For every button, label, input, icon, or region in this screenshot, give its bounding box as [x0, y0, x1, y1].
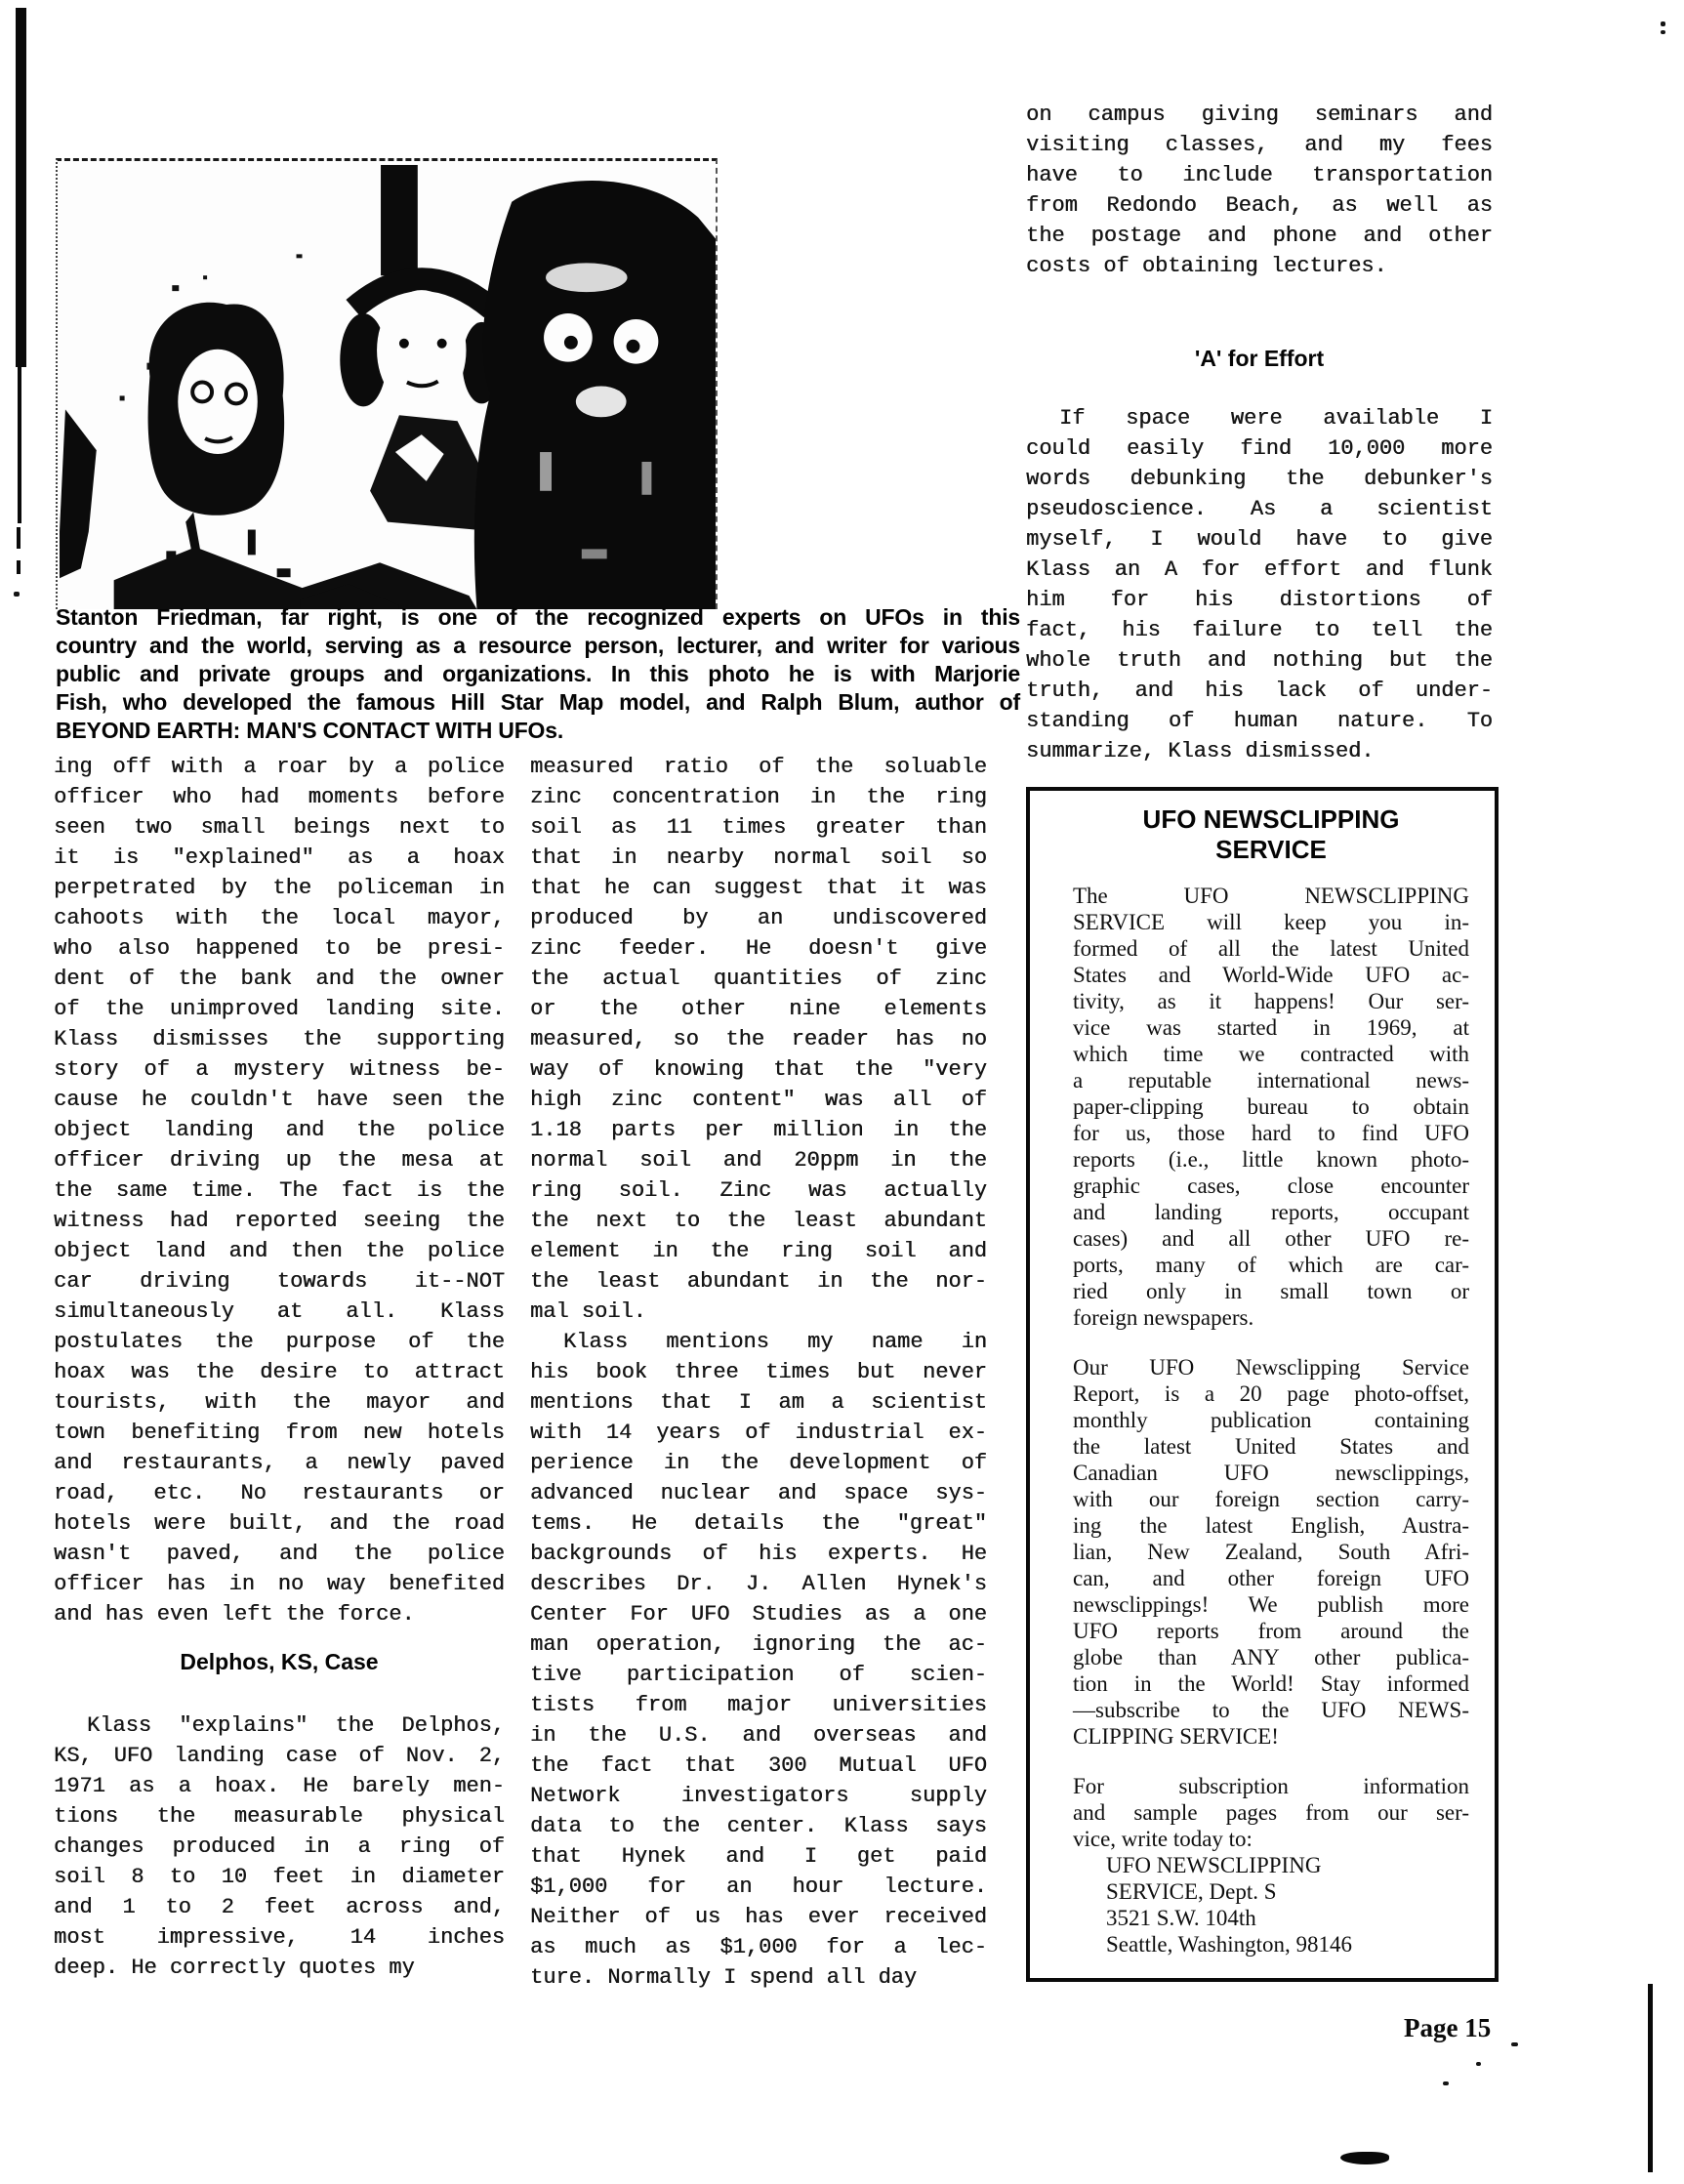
text-line: Neither of us has ever received: [530, 1905, 987, 1929]
text-line: Canadian UFO newsclippings,: [1073, 1461, 1469, 1485]
text-line: ports, many of which are car-: [1073, 1253, 1469, 1277]
text-line: story of a mystery witness be-: [54, 1057, 505, 1082]
text-line: tive participation of scien-: [530, 1663, 987, 1687]
text-line: ing the latest English, Austra-: [1073, 1513, 1469, 1538]
text-line: most impressive, 14 inches: [54, 1925, 505, 1950]
text-line: dent of the bank and the owner: [54, 967, 505, 991]
text-line: car driving towards it--NOT: [54, 1269, 505, 1294]
text-line: BEYOND EARTH: MAN'S CONTACT WITH UFOs.: [56, 718, 564, 743]
text-line: and landing reports, occupant: [1073, 1200, 1469, 1224]
text-line: $1,000 for an hour lecture.: [530, 1875, 987, 1899]
text-line: globe than ANY other publica-: [1073, 1645, 1469, 1669]
ink-speck: [1443, 2081, 1449, 2085]
text-line: 3521 S.W. 104th: [1106, 1906, 1256, 1930]
text-line: with 14 years of industrial ex-: [530, 1421, 987, 1445]
text-line: tions the measurable physical: [54, 1804, 505, 1829]
text-line: high zinc content" was all of: [530, 1088, 987, 1112]
text-line: Seattle, Washington, 98146: [1106, 1932, 1352, 1957]
paragraph: [530, 1327, 987, 1993]
text-line: Network investigators supply: [530, 1784, 987, 1808]
text-line: zinc concentration in the ring: [530, 785, 987, 809]
text-line: paper-clipping bureau to obtain: [1073, 1094, 1469, 1119]
text-line: foreign newspapers.: [1073, 1305, 1254, 1330]
text-line: visiting classes, and my fees: [1026, 133, 1493, 157]
text-line: that Hynek and I get paid: [530, 1844, 987, 1869]
text-line: tivity, as it happens! Our ser-: [1073, 989, 1469, 1013]
text-line: seen two small beings next to: [54, 815, 505, 840]
text-line: formed of all the latest United: [1073, 936, 1469, 961]
text-line: and has even left the force.: [54, 1602, 415, 1627]
text-line: Fish, who developed the famous Hill Star Map model, and Ralph Blum, author of: [56, 689, 1020, 715]
text-line: tems. He details the "great": [530, 1511, 987, 1536]
text-line: his book three times but never: [530, 1360, 987, 1384]
text-line: can, and other foreign UFO: [1073, 1566, 1469, 1590]
text-line: zinc feeder. He doesn't give: [530, 936, 987, 961]
ad-body: [1073, 883, 1469, 1957]
text-line: cases) and all other UFO re-: [1073, 1226, 1469, 1251]
text-line: tion in the World! Stay informed: [1073, 1671, 1469, 1696]
text-line: For subscription information: [1073, 1774, 1469, 1798]
text-line: object land and then the police: [54, 1239, 505, 1263]
text-line: myself, I would have to give: [1026, 527, 1493, 552]
text-line: from Redondo Beach, as well as: [1026, 193, 1493, 218]
text-line: Center For UFO Studies as a one: [530, 1602, 987, 1627]
text-line: costs of obtaining lectures.: [1026, 254, 1387, 278]
text-line: soil 8 to 10 feet in diameter: [54, 1865, 505, 1889]
text-line: measured, so the reader has no: [530, 1027, 987, 1051]
binding-bar-thick: [16, 8, 26, 367]
text-line: Report, is a 20 page photo-offset,: [1073, 1381, 1469, 1406]
text-line: mal soil.: [530, 1299, 646, 1324]
text-line: have to include transportation: [1026, 163, 1493, 187]
text-line: monthly publication containing: [1073, 1408, 1469, 1432]
text-line: advanced nuclear and space sys-: [530, 1481, 987, 1505]
text-line: ring soil. Zinc was actually: [530, 1178, 987, 1203]
text-line: data to the center. Klass says: [530, 1814, 987, 1838]
text-line: Klass an A for effort and flunk: [1026, 557, 1493, 582]
right-edge-line: [1648, 1984, 1653, 2172]
text-line: Our UFO Newsclipping Service: [1073, 1355, 1469, 1380]
text-line: tourists, with the mayor and: [54, 1390, 505, 1415]
text-line: KS, UFO landing case of Nov. 2,: [54, 1744, 505, 1768]
ink-speck: [1661, 21, 1665, 26]
paragraph: [530, 752, 987, 1327]
page-number: Page 15: [1404, 2013, 1492, 2042]
text-line: the fact that 300 Mutual UFO: [530, 1753, 987, 1778]
text-line: and sample pages from our ser-: [1073, 1800, 1469, 1825]
text-line: whole truth and nothing but the: [1026, 648, 1493, 673]
paragraph: [54, 752, 505, 1629]
text-line: The UFO NEWSCLIPPING: [1073, 884, 1469, 908]
text-line: words debunking the debunker's: [1026, 467, 1493, 491]
text-line: object landing and the police: [54, 1118, 505, 1142]
binding-bar-dash-2: [17, 560, 21, 574]
text-line: changes produced in a ring of: [54, 1834, 505, 1859]
text-line: SERVICE: [1215, 835, 1327, 864]
text-line: officer has in no way benefited: [54, 1572, 505, 1596]
photo-stanton-friedman: [56, 158, 718, 609]
text-line: officer who had moments before: [54, 785, 505, 809]
text-line: ture. Normally I spend all day: [530, 1965, 918, 1990]
text-line: the actual quantities of zinc: [530, 967, 987, 991]
text-line: newsclippings! We publish more: [1073, 1592, 1469, 1617]
text-line: that in nearby normal soil so: [530, 845, 987, 870]
text-line: the same time. The fact is the: [54, 1178, 505, 1203]
text-line: of the unimproved landing site.: [54, 997, 505, 1021]
text-line: truth, and his lack of under-: [1026, 679, 1493, 703]
paragraph: [54, 1710, 505, 1983]
text-line: 1.18 parts per million in the: [530, 1118, 987, 1142]
ink-speck: [1476, 2062, 1481, 2066]
text-line: soil as 11 times greater than: [530, 815, 987, 840]
text-line: Stanton Friedman, far right, is one of the recognized experts on UFOs in this: [56, 604, 1020, 630]
binding-bar-thin: [18, 367, 21, 523]
text-line: hotels were built, and the road: [54, 1511, 505, 1536]
text-line: the latest United States and: [1073, 1434, 1469, 1459]
text-line: vice was started in 1969, at: [1073, 1015, 1469, 1040]
paragraph: [1073, 1773, 1469, 1852]
text-line: it is "explained" as a hoax: [54, 845, 505, 870]
text-line: element in the ring soil and: [530, 1239, 987, 1263]
text-line: on campus giving seminars and: [1026, 103, 1493, 127]
paragraph: [1073, 1354, 1469, 1750]
text-line: perpetrated by the policeman in: [54, 876, 505, 900]
text-line: with our foreign section carry-: [1073, 1487, 1469, 1511]
text-line: mentions that I am a scientist: [530, 1390, 987, 1415]
text-line: UFO NEWSCLIPPING: [1142, 804, 1400, 834]
text-line: Klass dismisses the supporting: [54, 1027, 505, 1051]
text-line: ried only in small town or: [1073, 1279, 1469, 1303]
text-line: Klass mentions my name in: [563, 1330, 987, 1354]
binding-bar-dash-1: [17, 527, 21, 549]
text-line: as much as $1,000 for a lec-: [530, 1935, 987, 1959]
text-line: reports (i.e., little known photo-: [1073, 1147, 1469, 1172]
ink-speck: [14, 592, 20, 597]
text-line: cause he couldn't have seen the: [54, 1088, 505, 1112]
text-line: country and the world, serving as a resource person, lecturer, and writer for various: [56, 633, 1020, 658]
paragraph: [1026, 403, 1493, 766]
text-line: town benefiting from new hotels: [54, 1421, 505, 1445]
text-line: summarize, Klass dismissed.: [1026, 739, 1375, 763]
article-column-left: [54, 752, 505, 1983]
text-line: the least abundant in the nor-: [530, 1269, 987, 1294]
text-line: and 1 to 2 feet across and,: [54, 1895, 505, 1919]
text-line: and restaurants, a newly paved: [54, 1451, 505, 1475]
text-line: describes Dr. J. Allen Hynek's: [530, 1572, 987, 1596]
text-line: UFO reports from around the: [1073, 1619, 1469, 1643]
text-line: way of knowing that the "very: [530, 1057, 987, 1082]
text-line: that he can suggest that it was: [530, 876, 987, 900]
text-line: the next to the least abundant: [530, 1209, 987, 1233]
text-line: witness had reported seeing the: [54, 1209, 505, 1233]
text-line: SERVICE will keep you in-: [1073, 910, 1469, 934]
paragraph: [1073, 883, 1469, 1331]
text-line: in the U.S. and overseas and: [530, 1723, 987, 1748]
ink-smudge: [1340, 2152, 1389, 2164]
text-line: who also happened to be presi-: [54, 936, 505, 961]
text-line: Klass "explains" the Delphos,: [87, 1713, 505, 1738]
text-line: fact, his failure to tell the: [1026, 618, 1493, 642]
text-line: SERVICE, Dept. S: [1106, 1879, 1277, 1904]
text-line: hoax was the desire to attract: [54, 1360, 505, 1384]
ink-speck: [1661, 30, 1665, 34]
text-line: produced by an undiscovered: [530, 906, 987, 930]
ufo-newsclipping-service-ad: [1026, 787, 1499, 1982]
text-line: backgrounds of his experts. He: [530, 1542, 987, 1566]
text-line: postulates the purpose of the: [54, 1330, 505, 1354]
text-line: cahoots with the local mayor,: [54, 906, 505, 930]
text-line: normal soil and 20ppm in the: [530, 1148, 987, 1173]
text-line: ing off with a roar by a police: [54, 755, 505, 779]
article-column-middle: [530, 752, 987, 1993]
text-line: public and private groups and organizations. In this photo he is with Marjorie: [56, 661, 1020, 686]
text-line: road, etc. No restaurants or: [54, 1481, 505, 1505]
paragraph: [1026, 100, 1493, 281]
text-line: a reputable international news-: [1073, 1068, 1469, 1092]
text-line: UFO NEWSCLIPPING: [1106, 1853, 1322, 1877]
text-line: standing of human nature. To: [1026, 709, 1493, 733]
text-line: —subscribe to the UFO NEWS-: [1073, 1698, 1469, 1722]
text-line: him for his distortions of: [1026, 588, 1493, 612]
text-line: graphic cases, close encounter: [1073, 1174, 1469, 1198]
text-line: man operation, ignoring the ac-: [530, 1632, 987, 1657]
text-line: pseudoscience. As a scientist: [1026, 497, 1493, 521]
text-line: wasn't paved, and the police: [54, 1542, 505, 1566]
text-line: for us, those hard to find UFO: [1073, 1121, 1469, 1145]
article-column-right: [1026, 100, 1493, 766]
text-line: If space were available I: [1059, 406, 1493, 431]
text-line: officer driving up the mesa at: [54, 1148, 505, 1173]
section-heading: Delphos, KS, Case: [180, 1649, 379, 1674]
section-heading: 'A' for Effort: [1194, 346, 1325, 371]
ink-speck: [1511, 2042, 1518, 2046]
text-line: vice, write today to:: [1073, 1827, 1253, 1851]
text-line: the postage and phone and other: [1026, 224, 1493, 248]
text-line: tists from major universities: [530, 1693, 987, 1717]
address-block: [1073, 1852, 1469, 1957]
text-line: or the other nine elements: [530, 997, 987, 1021]
text-line: States and World-Wide UFO ac-: [1073, 963, 1469, 987]
text-line: could easily find 10,000 more: [1026, 436, 1493, 461]
text-line: measured ratio of the soluable: [530, 755, 987, 779]
photo-caption: [56, 603, 1020, 745]
ad-title: [1073, 804, 1469, 865]
text-line: perience in the development of: [530, 1451, 987, 1475]
text-line: lian, New Zealand, South Afri-: [1073, 1540, 1469, 1564]
text-line: which time we contracted with: [1073, 1042, 1469, 1066]
text-line: 1971 as a hoax. He barely men-: [54, 1774, 505, 1798]
text-line: CLIPPING SERVICE!: [1073, 1724, 1279, 1749]
text-line: deep. He correctly quotes my: [54, 1956, 415, 1980]
text-line: simultaneously at all. Klass: [54, 1299, 505, 1324]
photo-halftone-art: [58, 161, 716, 609]
